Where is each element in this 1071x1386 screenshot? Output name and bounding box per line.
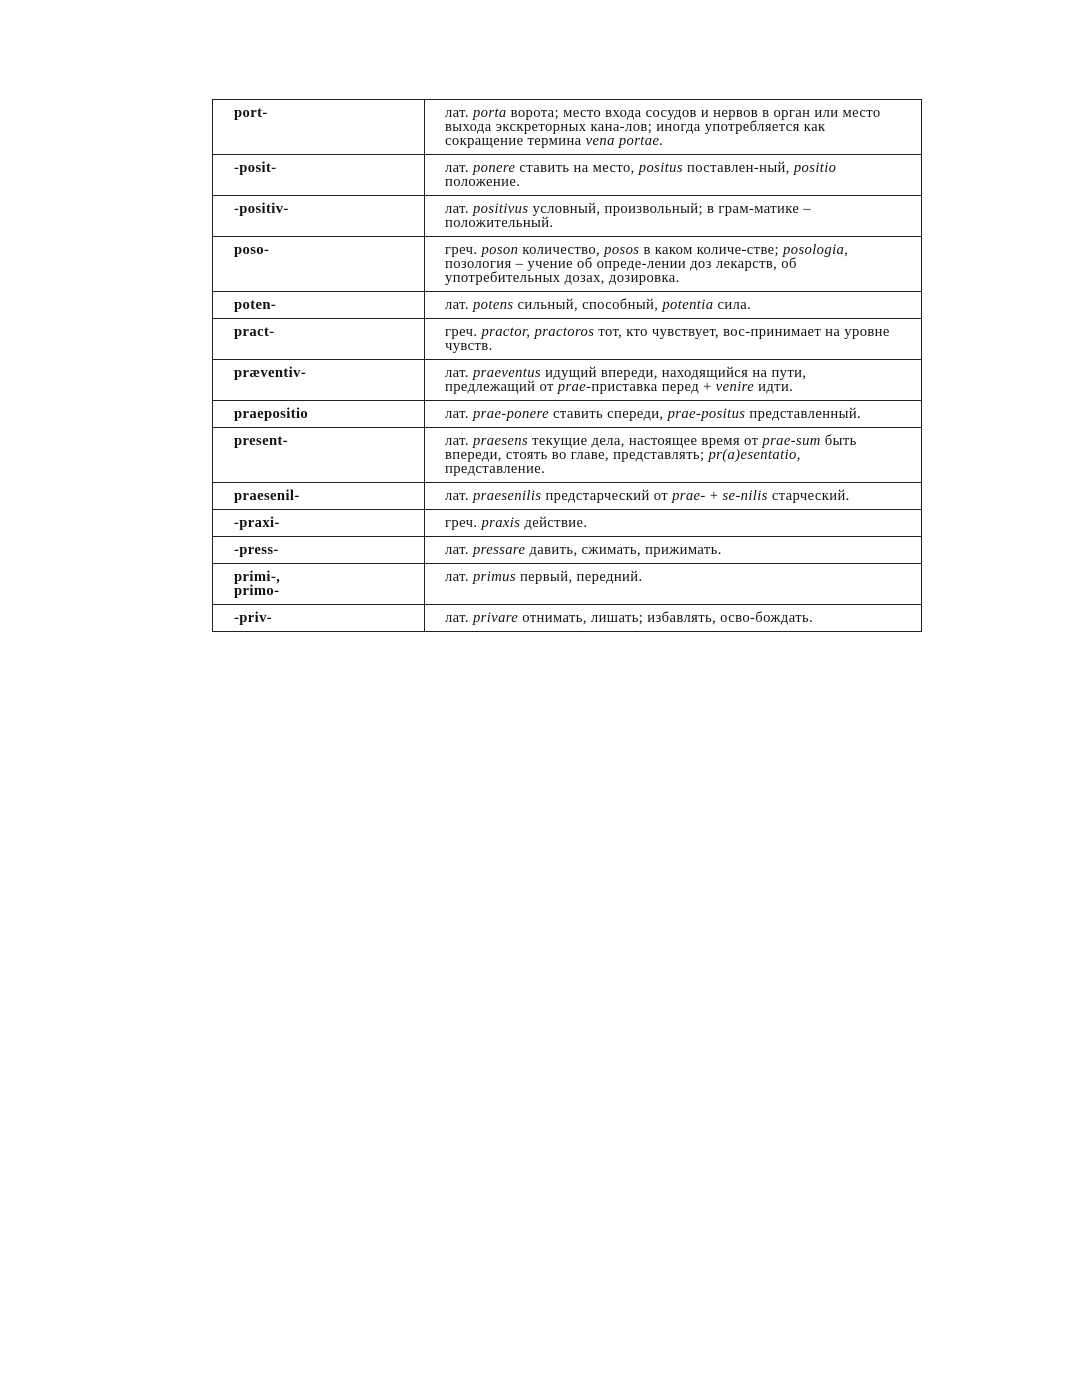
definition-text: лат. [445, 297, 473, 313]
definition-cell [425, 155, 922, 196]
definition-italic-text: vena portae. [585, 133, 664, 149]
table-row [213, 605, 922, 632]
definition-italic-text: prae- [672, 488, 706, 504]
definition-text: идти. [754, 379, 794, 395]
definition-text: условный, произвольный; в грам-матике – положительный. [445, 201, 811, 231]
definition-italic-text: praeventus [472, 365, 542, 381]
definition-text: давить, сжимать, прижимать. [525, 542, 722, 558]
definition-text: тот, кто чувствует, вос-принимает на уровне чувств. [445, 324, 890, 354]
term-text: primi-, [234, 569, 281, 585]
definition-text: позология – учение об опреде-лении доз лекарств, об употребительных дозах, дозировка. [445, 256, 797, 286]
table-row [213, 564, 922, 605]
definition-italic-text: potentia [662, 297, 714, 313]
definition-italic-text: ponere [472, 160, 516, 176]
term-text: -priv- [234, 610, 273, 626]
definition-italic-text: primus [472, 569, 516, 585]
term-cell [213, 196, 425, 237]
definition-cell [425, 605, 922, 632]
table-row [213, 100, 922, 155]
term-text: -praxi- [234, 515, 280, 531]
definition-text: в каком количе-стве; [639, 242, 784, 258]
definition-text: ставить спереди, [548, 406, 668, 422]
terms-table-body [213, 100, 922, 632]
table-row [213, 237, 922, 292]
table-row [213, 428, 922, 483]
term-cell [213, 155, 425, 196]
definition-text: поставлен-ный, [682, 160, 794, 176]
term-cell [213, 564, 425, 605]
definition-italic-text: positio [793, 160, 837, 176]
term-text: port- [234, 105, 268, 121]
table-row [213, 360, 922, 401]
definition-text: ставить на место, [515, 160, 639, 176]
term-cell [213, 319, 425, 360]
definition-text: положение. [445, 174, 521, 190]
table-row [213, 196, 922, 237]
term-cell [213, 483, 425, 510]
definition-text: греч. [445, 324, 482, 340]
definition-cell [425, 428, 922, 483]
term-text: præventiv- [234, 365, 307, 381]
term-text: praepositio [234, 406, 309, 422]
definition-italic-text: prae-positus [667, 406, 746, 422]
term-cell [213, 401, 425, 428]
definition-italic-text: porta [472, 105, 507, 121]
definition-text: лат. [445, 160, 473, 176]
definition-italic-text: positivus [472, 201, 529, 217]
definition-italic-text: posologia, [783, 242, 849, 258]
table-row [213, 510, 922, 537]
definition-text: предстарческий от [541, 488, 673, 504]
definition-text: быть впереди, стоять во главе, представлять; [445, 433, 857, 463]
table-row [213, 483, 922, 510]
term-cell [213, 360, 425, 401]
definition-text: отнимать, лишать; избавлять, осво-бождать. [518, 610, 814, 626]
definition-italic-text: venire [715, 379, 755, 395]
definition-italic-text: se-nilis [722, 488, 768, 504]
definition-text: лат. [445, 365, 473, 381]
definition-text: первый, передний. [515, 569, 643, 585]
term-cell [213, 237, 425, 292]
definition-cell [425, 292, 922, 319]
definition-cell [425, 510, 922, 537]
definition-cell [425, 537, 922, 564]
definition-text: лат. [445, 610, 473, 626]
definition-text: представление. [445, 461, 546, 477]
term-text: present- [234, 433, 289, 449]
definition-cell [425, 401, 922, 428]
definition-text: греч. [445, 515, 482, 531]
definition-text: идущий впереди, находящийся на пути, предлежащий от [445, 365, 807, 395]
definition-cell [425, 360, 922, 401]
term-text: primo- [234, 583, 280, 599]
definition-text: лат. [445, 201, 473, 217]
definition-text: лат. [445, 105, 473, 121]
definition-italic-text: praxis [481, 515, 521, 531]
definition-italic-text: poson [481, 242, 519, 258]
term-text: praesenil- [234, 488, 300, 504]
definition-text: приставка перед + [591, 379, 716, 395]
definition-italic-text: praesenilis [472, 488, 542, 504]
definition-text: количество, [518, 242, 605, 258]
definition-text: сильный, способный, [513, 297, 663, 313]
definition-italic-text: potens [472, 297, 514, 313]
table-row [213, 319, 922, 360]
definition-text: греч. [445, 242, 482, 258]
term-text: -press- [234, 542, 279, 558]
term-text: pract- [234, 324, 275, 340]
term-cell [213, 100, 425, 155]
definition-text: лат. [445, 433, 473, 449]
definition-text: представленный. [745, 406, 862, 422]
definition-italic-text: prae-ponere [472, 406, 549, 422]
definition-cell [425, 196, 922, 237]
term-cell [213, 292, 425, 319]
term-text: -positiv- [234, 201, 289, 217]
definition-cell [425, 319, 922, 360]
definition-italic-text: prae-sum [762, 433, 821, 449]
definition-cell [425, 100, 922, 155]
definition-text: ворота; место входа сосудов и нервов в орган или место выхода экскреторных кана-лов; иногда употребляется как сокращение термина [445, 105, 881, 149]
definition-italic-text: pr(a)esentatio, [708, 447, 801, 463]
definition-text: действие. [520, 515, 588, 531]
term-text: poso- [234, 242, 270, 258]
term-cell [213, 537, 425, 564]
definition-text: сила. [713, 297, 752, 313]
definition-text: старческий. [767, 488, 850, 504]
definition-text: лат. [445, 406, 473, 422]
table-row [213, 155, 922, 196]
definition-text: лат. [445, 488, 473, 504]
table-row [213, 292, 922, 319]
definition-italic-text: pressare [472, 542, 526, 558]
terms-table [212, 99, 922, 632]
table-row [213, 537, 922, 564]
definition-italic-text: positus [638, 160, 683, 176]
definition-text: лат. [445, 542, 473, 558]
definition-cell [425, 564, 922, 605]
term-cell [213, 510, 425, 537]
table-row [213, 401, 922, 428]
term-cell [213, 428, 425, 483]
definition-text: лат. [445, 569, 473, 585]
definition-cell [425, 483, 922, 510]
definition-text: текущие дела, настоящее время от [528, 433, 763, 449]
definition-text: + [705, 488, 723, 504]
definition-cell [425, 237, 922, 292]
definition-italic-text: practor, practoros [481, 324, 595, 340]
term-cell [213, 605, 425, 632]
definition-italic-text: prae- [557, 379, 592, 395]
definition-italic-text: praesens [472, 433, 529, 449]
term-text: poten- [234, 297, 277, 313]
term-text: -posit- [234, 160, 277, 176]
definition-italic-text: privare [472, 610, 519, 626]
definition-italic-text: posos [604, 242, 640, 258]
